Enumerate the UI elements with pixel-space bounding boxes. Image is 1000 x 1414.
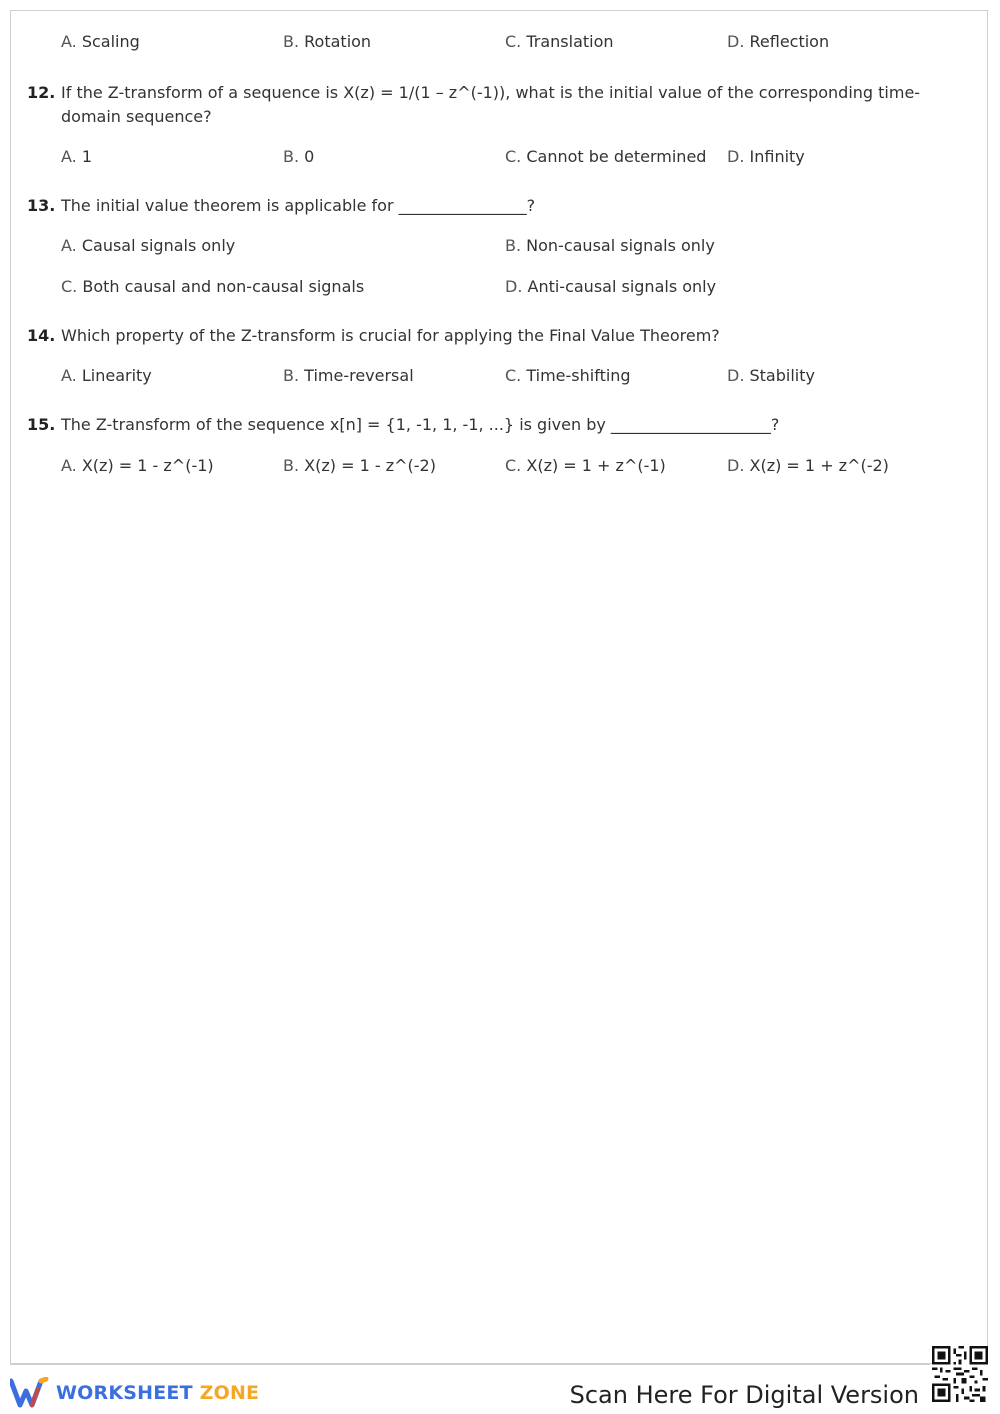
- question-13-options-row1: [61, 234, 961, 258]
- question-14-options: [61, 364, 961, 388]
- question-12-options: [61, 145, 961, 169]
- question-11-options: [61, 30, 961, 54]
- q14-option-d[interactable]: D. Stability: [727, 366, 815, 385]
- q11-option-b[interactable]: B. Rotation: [283, 32, 372, 51]
- q11-option-d[interactable]: D. Reflection: [727, 32, 830, 51]
- brand-name: WORKSHEET ZONE: [56, 1382, 260, 1404]
- q12-option-a[interactable]: A. 1: [61, 147, 93, 166]
- q13-option-c[interactable]: C. Both causal and non-causal signals: [61, 277, 365, 296]
- q11-option-a[interactable]: A. Scaling: [61, 32, 140, 51]
- question-15: [27, 413, 927, 437]
- question-number: 15.: [27, 415, 56, 434]
- question-number: 14.: [27, 326, 56, 345]
- q11-option-c[interactable]: C. Translation: [505, 32, 614, 51]
- question-text: If the Z-transform of a sequence is X(z) = 1/(1 – z^(-1)), what is the initial value of the corresponding time-domain sequence?: [61, 83, 921, 126]
- q13-option-b[interactable]: B. Non-causal signals only: [505, 236, 715, 255]
- question-14: [27, 324, 927, 348]
- qr-code-icon[interactable]: [932, 1346, 988, 1402]
- q12-option-d[interactable]: D. Infinity: [727, 147, 805, 166]
- q14-option-a[interactable]: A. Linearity: [61, 366, 152, 385]
- q15-option-c[interactable]: C. X(z) = 1 + z^(-1): [505, 456, 666, 475]
- q14-option-b[interactable]: B. Time-reversal: [283, 366, 414, 385]
- question-text: The initial value theorem is applicable for ________________?: [61, 196, 536, 215]
- question-text: The Z-transform of the sequence x[n] = {1, -1, 1, -1, ...} is given by ____________________?: [61, 415, 780, 434]
- worksheetzone-logo-icon: [10, 1377, 50, 1409]
- q15-option-b[interactable]: B. X(z) = 1 - z^(-2): [283, 456, 436, 475]
- question-text: Which property of the Z-transform is crucial for applying the Final Value Theorem?: [61, 326, 720, 345]
- footer-divider: [10, 1364, 930, 1365]
- q13-option-d[interactable]: D. Anti-causal signals only: [505, 277, 717, 296]
- q14-option-c[interactable]: C. Time-shifting: [505, 366, 631, 385]
- q12-option-b[interactable]: B. 0: [283, 147, 315, 166]
- question-number: 13.: [27, 196, 56, 215]
- q13-option-a[interactable]: A. Causal signals only: [61, 236, 236, 255]
- question-number: 12.: [27, 83, 56, 102]
- q15-option-a[interactable]: A. X(z) = 1 - z^(-1): [61, 456, 214, 475]
- question-13-options-row2: [61, 275, 961, 299]
- question-15-options: [61, 454, 961, 478]
- worksheetzone-logo[interactable]: [10, 1376, 259, 1410]
- question-13: [27, 194, 927, 218]
- scan-caption: Scan Here For Digital Version: [569, 1381, 919, 1409]
- q12-option-c[interactable]: C. Cannot be determined: [505, 147, 707, 166]
- question-12: [27, 81, 927, 129]
- q15-option-d[interactable]: D. X(z) = 1 + z^(-2): [727, 456, 889, 475]
